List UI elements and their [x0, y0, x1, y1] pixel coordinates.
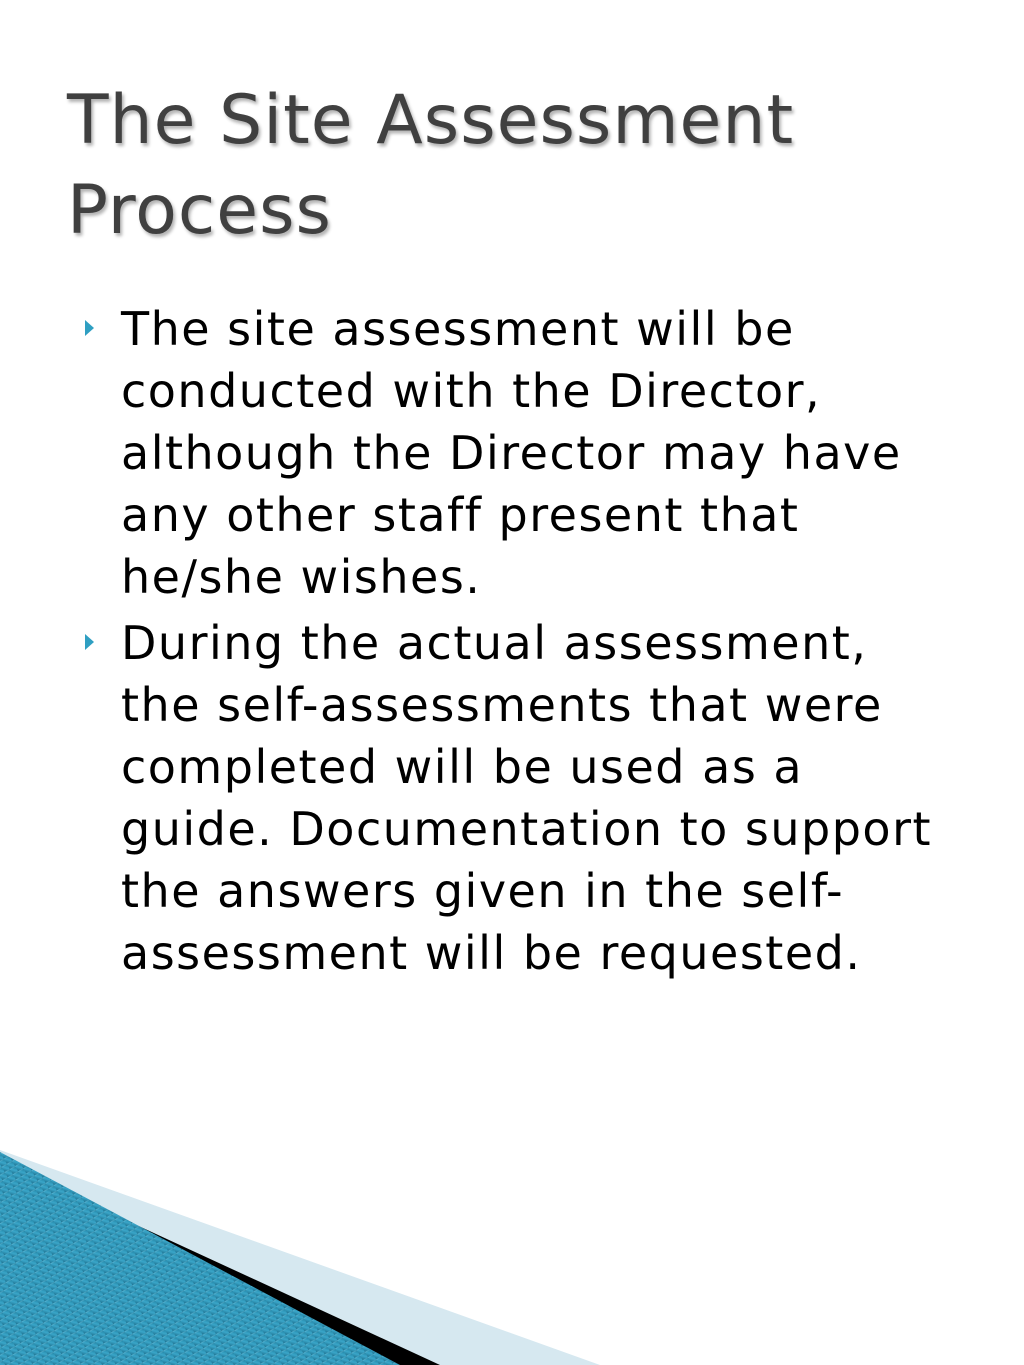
corner-decoration [0, 1140, 1024, 1365]
triangle-bullet-icon [85, 634, 94, 650]
bullet-item [80, 612, 980, 984]
slide-title: The Site Assessment Process [67, 81, 795, 250]
bullet-item [80, 298, 980, 608]
bullet-text: During the actual assessment, the self-assessments that were completed will be used as a guide. Documentation to support the answers given in the self- assessment will be requested. [121, 616, 933, 980]
bullet-list [80, 298, 980, 988]
bullet-text: The site assessment will be conducted with the Director, although the Director may have any other staff present that he/she wishes. [121, 302, 902, 604]
triangle-bullet-icon [85, 320, 94, 336]
